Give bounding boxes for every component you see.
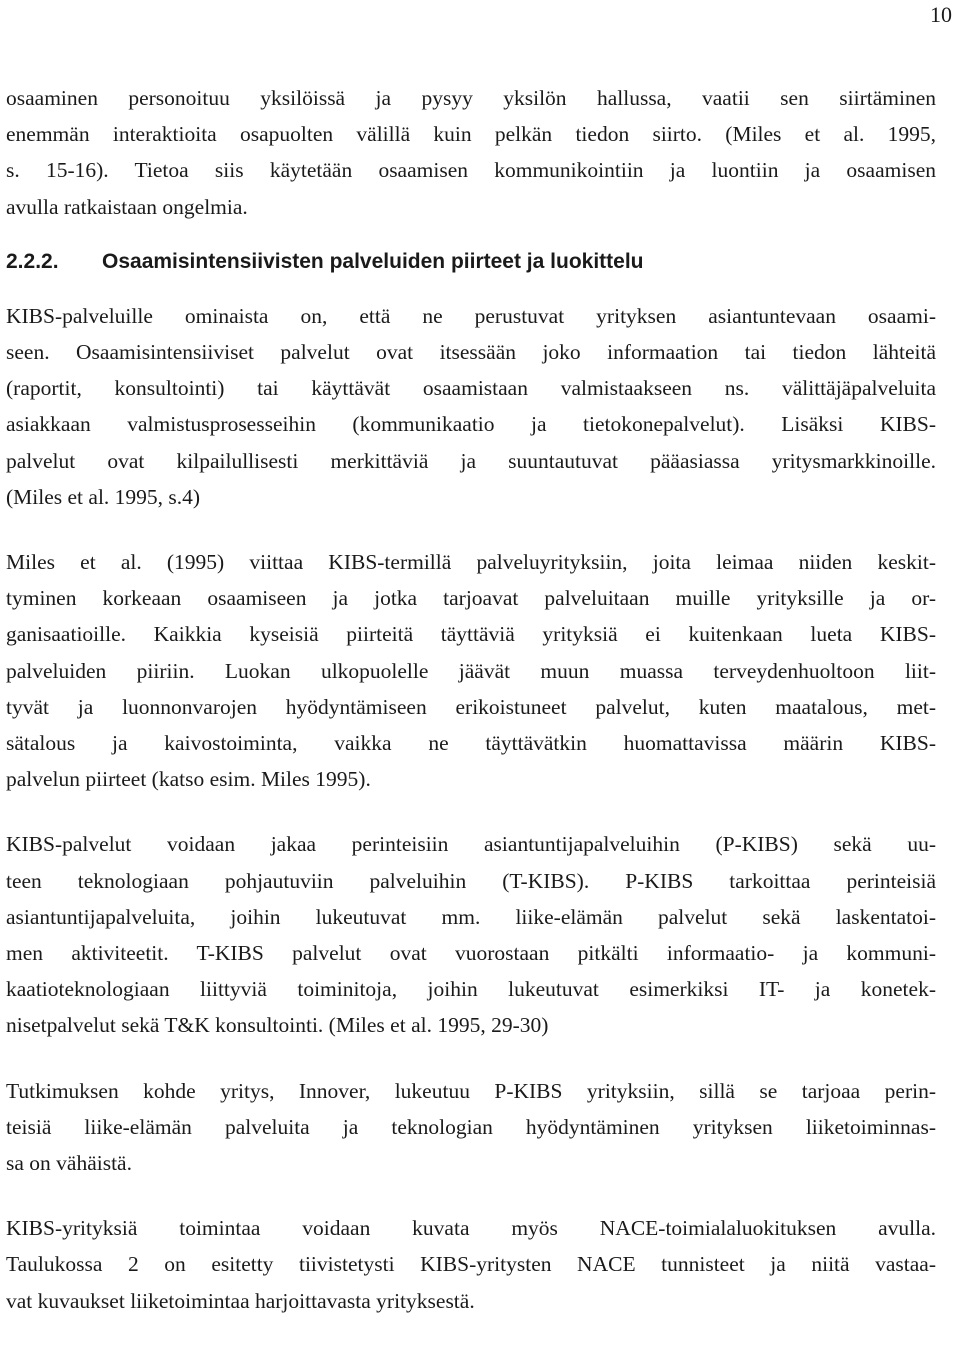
text-line: vat kuvaukset liiketoimintaa harjoittavasta yrityksestä. [6, 1288, 475, 1313]
text-line: (raportit, konsultointi) tai käyttävät osaamistaan valmistaakseen ns. välittäjäpalveluita [6, 376, 936, 401]
text-line: kaatioteknologiaan liittyviä toiminitoja, joihin lukeutuvat esimerkiksi IT- ja konetek- [6, 977, 936, 1002]
paragraph-5 [6, 1073, 936, 1182]
text-line: seen. Osaamisintensiiviset palvelut ovat itsessään joko informaation tai tiedon lähteitä [6, 340, 936, 365]
text-line: Taulukossa 2 on esitetty tiivistetysti KIBS-yritysten NACE tunnisteet ja niitä vastaa- [6, 1252, 936, 1277]
text-line: men aktiviteetit. T-KIBS palvelut ovat vuorostaan pitkälti informaatio- ja kommuni- [6, 941, 936, 966]
paragraph-4 [6, 826, 936, 1043]
text-line: KIBS-palveluille ominaista on, että ne perustuvat yrityksen asiantuntevaan osaami- [6, 303, 936, 328]
paragraph-6 [6, 1210, 936, 1319]
paragraph-3 [6, 544, 936, 797]
text-line: Tutkimuksen kohde yritys, Innover, lukeutuu P-KIBS yrityksiin, sillä se tarjoaa perin- [6, 1078, 936, 1103]
text-line: KIBS-palvelut voidaan jakaa perinteisiin asiantuntijapalveluihin (P-KIBS) sekä uu- [6, 832, 936, 857]
text-line: avulla ratkaistaan ongelmia. [6, 194, 248, 219]
text-line: sätalous ja kaivostoiminta, vaikka ne täyttävätkin huomattavissa määrin KIBS- [6, 731, 936, 756]
text-line: s. 15-16). Tietoa siis käytetään osaamisen kommunikointiin ja luontiin ja osaamisen [6, 158, 936, 183]
text-line: palvelut ovat kilpailullisesti merkittäviä ja suuntautuvat pääasiassa yritysmarkkinoille. [6, 448, 936, 473]
text-line: (Miles et al. 1995, s.4) [6, 484, 201, 509]
section-heading [6, 248, 936, 276]
text-line: asiakkaan valmistusprosesseihin (kommunikaatio ja tietokonepalvelut). Lisäksi KIBS- [6, 412, 936, 437]
text-line: teisiä liike-elämän palveluita ja teknologian hyödyntäminen yrityksen liiketoiminnas- [6, 1114, 936, 1139]
text-line: enemmän interaktioita osapuolten välillä kuin pelkän tiedon siirto. (Miles et al. 1995, [6, 122, 936, 147]
paragraph-2 [6, 298, 936, 515]
document-body [6, 80, 936, 1319]
section-title: Osaamisintensiivisten palveluiden piirteet ja luokittelu [102, 249, 644, 273]
text-line: palveluiden piiriin. Luokan ulkopuolelle jäävät muun muassa terveydenhuoltoon liit- [6, 658, 936, 683]
text-line: tyvät ja luonnonvarojen hyödyntämiseen erikoistuneet palvelut, kuten maatalous, met- [6, 694, 936, 719]
text-line: ganisaatioille. Kaikkia kyseisiä piirteitä täyttäviä yrityksiä ei kuitenkaan lueta KIBS- [6, 622, 936, 647]
text-line: palvelun piirteet (katso esim. Miles 1995). [6, 767, 371, 792]
text-line: sa on vähäistä. [6, 1151, 132, 1176]
text-line: nisetpalvelut sekä T&K konsultointi. (Miles et al. 1995, 29-30) [6, 1013, 549, 1038]
section-number: 2.2.2. [6, 249, 59, 273]
text-line: tyminen korkeaan osaamiseen ja jotka tarjoavat palveluitaan muille yrityksille ja or- [6, 586, 936, 611]
text-line: KIBS-yrityksiä toimintaa voidaan kuvata myös NACE-toimialaluokituksen avulla. [6, 1216, 936, 1241]
page-number: 10 [930, 2, 952, 27]
text-line: osaaminen personoituu yksilöissä ja pysyy yksilön hallussa, vaatii sen siirtäminen [6, 86, 936, 110]
text-line: teen teknologiaan pohjautuviin palveluihin (T-KIBS). P-KIBS tarkoittaa perinteisiä [6, 868, 936, 893]
text-line: asiantuntijapalveluita, joihin lukeutuvat mm. liike-elämän palvelut sekä laskentatoi- [6, 904, 936, 929]
text-line: Miles et al. (1995) viittaa KIBS-termillä palveluyrityksiin, joita leimaa niiden keskit- [6, 550, 936, 575]
paragraph-1 [6, 80, 936, 225]
